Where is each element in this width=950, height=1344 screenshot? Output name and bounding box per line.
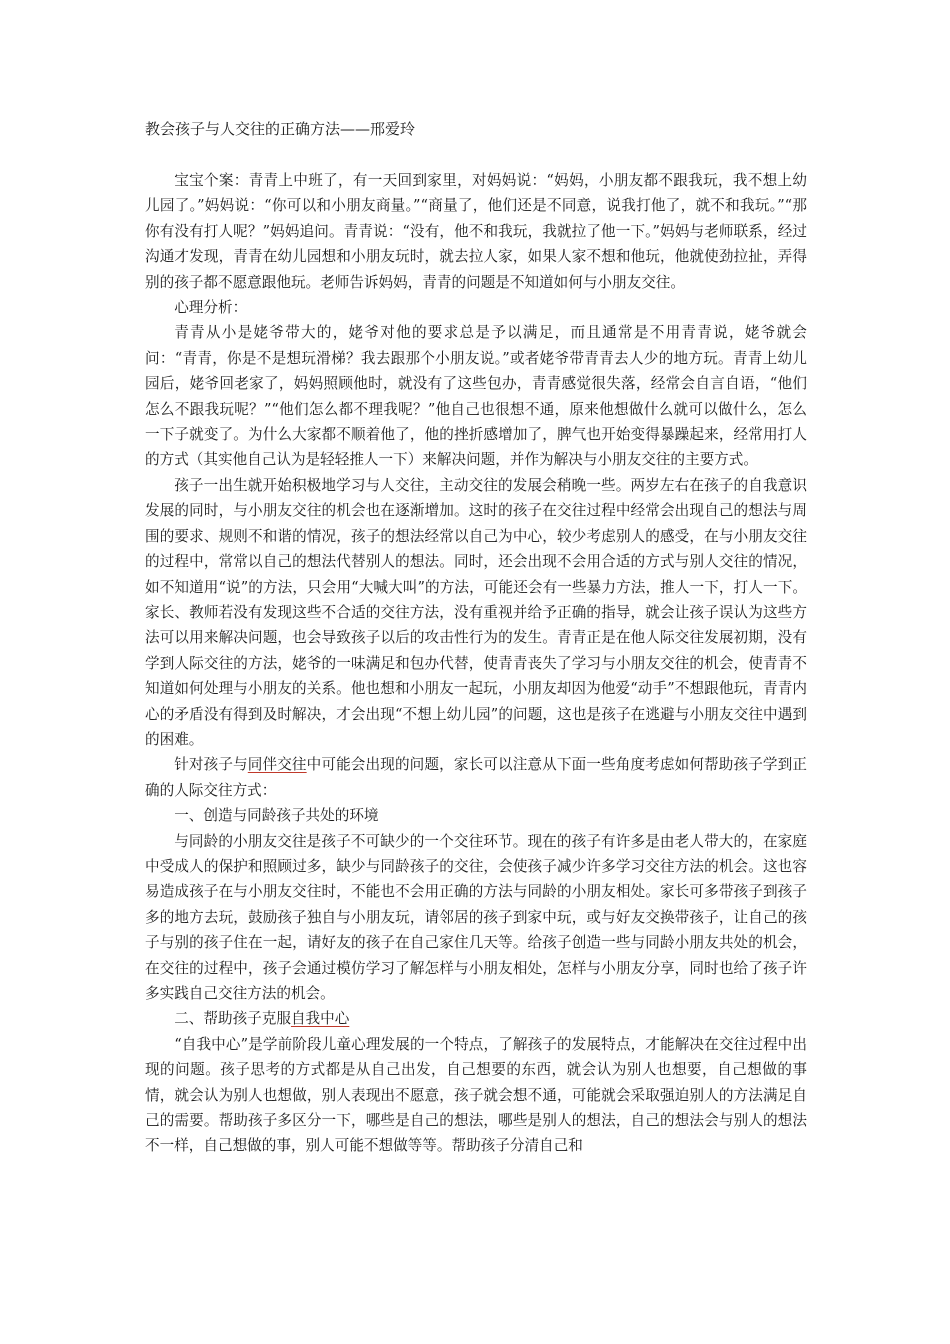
analysis-paragraph: 青青从小是姥爷带大的，姥爷对他的要求总是予以满足，而且通常是不用青青说，姥爷就会问：“青青，你是不是想玩滑梯？我去跟那个小朋友说。”或者姥爷带青青去人少的地方玩。青青上幼儿园后，姥爷回老家了，妈妈照顾他时，就没有了这些包办，青青感觉很失落，经常会自言自语，“他们怎么不跟我玩呢？”“他们怎么都不理我呢？”他自己也很想不通，原来他想做什么就可以做什么，怎么一下子就变了。为什么大家都不顺着他了，他的挫折感增加了，脾气也开始变得暴躁起来，经常用打人的方式（其实他自己认为是轻轻推人一下）来解决问题，并作为解决与小朋友交往的主要方式。	[145, 324, 807, 469]
section-heading-2	[145, 1006, 807, 1031]
advice-intro-text-pre: 针对孩子与	[174, 756, 248, 774]
case-paragraph: 宝宝个案：青青上中班了，有一天回到家里，对妈妈说：“妈妈，小朋友都不跟我玩，我不想上幼儿园了。”妈妈说：“你可以和小朋友商量。”“商量了，他们还是不同意，说我打他了，就不和我玩。”“那你有没有打人呢？”妈妈追问。青青说：“没有，他不和我玩，我就拉了他一下。”妈妈与老师联系，经过沟通才发现，青青在幼儿园想和小朋友玩时，就去拉人家，如果人家不想和他玩，他就使劲拉扯，弄得别的孩子都不愿意跟他玩。老师告诉妈妈，青青的问题是不知道如何与小朋友交往。	[145, 172, 807, 291]
section-2-paragraph: “自我中心”是学前阶段儿童心理发展的一个特点，了解孩子的发展特点，才能解决在交往过程中出现的问题。孩子思考的方式都是从自己出发，自己想要的东西，就会认为别人也想要，自己想做的事情，就会认为别人也想做，别人表现出不愿意，孩子就会想不通，可能就会采取强迫别人的方法满足自己的需要。帮助孩子多区分一下，哪些是自己的想法，哪些是别人的想法，自己的想法会与别人的想法不一样，自己想做的事，别人可能不想做等等。帮助孩子分清自己和	[145, 1035, 807, 1155]
section-heading-2-text: 二、帮助孩子克服	[174, 1010, 291, 1028]
section-1-paragraph: 与同龄的小朋友交往是孩子不可缺少的一个交往环节。现在的孩子有许多是由老人带大的，在家庭中受成人的保护和照顾过多，缺少与同龄孩子的交往，会使孩子减少许多学习交往方法的机会。这也容易造成孩子在与小朋友交往时，不能也不会用正确的方法与同龄的小朋友相处。家长可多带孩子到孩子多的地方去玩，鼓励孩子独自与小朋友玩，请邻居的孩子到家中玩，或与好友交换带孩子，让自己的孩子与别的孩子住在一起，请好友的孩子在自己家住几天等。给孩子创造一些与同龄小朋友共处的机会，在交往的过程中，孩子会通过模仿学习了解怎样与小朋友相处，怎样与小朋友分享，同时也给了孩子许多实践自己交往方法的机会。	[145, 832, 807, 1002]
document-title: 教会孩子与人交往的正确方法——邢爱玲	[145, 120, 416, 138]
advice-intro-text-post: 中可能会出现的问题，家长可以注意从下面一些角度考虑如何帮助孩子学到正确的人际交往方式：	[145, 756, 807, 799]
egocentrism-link[interactable]: 自我中心	[290, 1010, 350, 1028]
advice-intro-paragraph	[145, 752, 807, 803]
peer-interaction-link[interactable]: 同伴交往	[247, 756, 307, 774]
analysis-heading: 心理分析：	[174, 299, 248, 317]
document-body	[145, 168, 807, 1159]
development-paragraph: 孩子一出生就开始积极地学习与人交往，主动交往的发展会稍晚一些。两岁左右在孩子的自我意识发展的同时，与小朋友交往的机会也在逐渐增加。这时的孩子在交往过程中经常会出现自己的想法与周围的要求、规则不和谐的情况，孩子的想法经常以自己为中心，较少考虑别人的感受，在与小朋友交往的过程中，常常以自己的想法代替别人的想法。同时，还会出现不会用合适的方式与别人交往的情况，如不知道用“说”的方法，只会用“大喊大叫”的方法，可能还会有一些暴力方法，推人一下，打人一下。家长、教师若没有发现这些不合适的交往方法，没有重视并给予正确的指导，就会让孩子误认为这些方法可以用来解决问题，也会导致孩子以后的攻击性行为的发生。青青正是在他人际交往发展初期，没有学到人际交往的方法，姥爷的一味满足和包办代替，使青青丧失了学习与小朋友交往的机会，使青青不知道如何处理与小朋友的关系。他也想和小朋友一起玩，小朋友却因为他爱“动手”不想跟他玩，青青内心的矛盾没有得到及时解决，才会出现“不想上幼儿园”的问题，这也是孩子在逃避与小朋友交往中遇到的困难。	[145, 476, 807, 748]
section-heading-1: 一、创造与同龄孩子共处的环境	[174, 807, 379, 825]
